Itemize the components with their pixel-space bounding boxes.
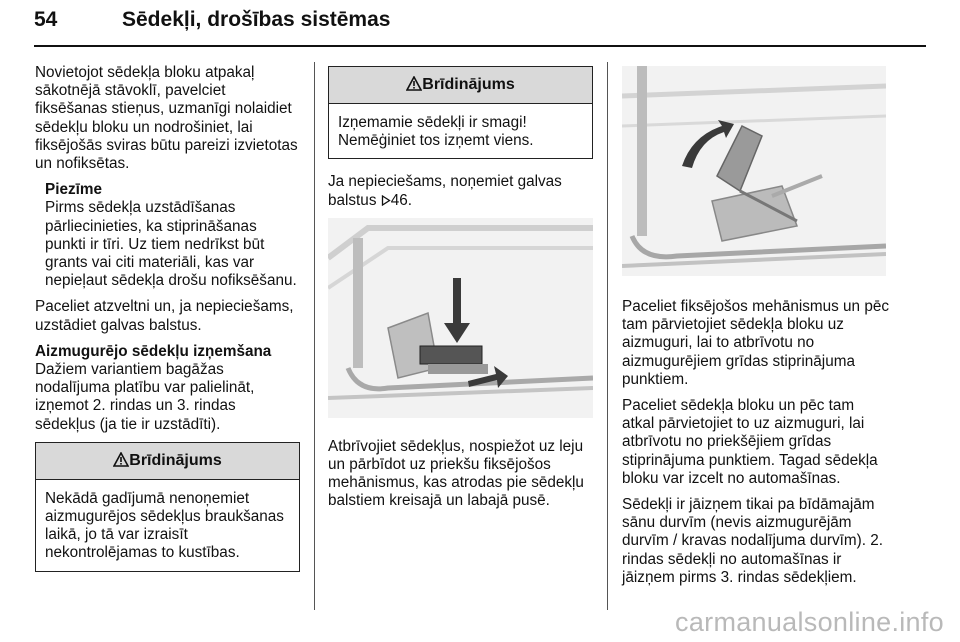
- warning-triangle-icon: [113, 452, 129, 467]
- figure-caption: Atbrīvojiet sēdekļus, nospiežot uz leju un pārbīdot uz priekšu fiksējošos mehānismus, kas atrodas pie sēdekļu balstiem kreisajā un labajā pusē.: [328, 437, 584, 510]
- warning-box: [35, 442, 300, 572]
- page-header: [34, 6, 926, 50]
- column-2: [328, 64, 593, 519]
- note-text: Pirms sēdekļa uzstādīšanas pārliecinieties, ka stiprināšanas punkti ir tīri. Uz tiem nedrīkst būt grants vai citi materiāli, kas var nepieļaut sēdekļa drošu nofiksēšanu.: [45, 199, 297, 290]
- warning-text: Izņemamie sēdekļi ir smagi! Nemēģiniet tos izņemt viens.: [338, 114, 534, 150]
- note-title: Piezīme: [45, 181, 102, 199]
- paragraph: Paceliet fiksējošos mehānismus un pēc tam pārvietojiet sēdekļa bloku uz aizmuguri, lai to atbrīvotu no aizmugurējiem grīdas stiprinājuma punktiem.: [622, 298, 889, 388]
- page-number: 54: [34, 8, 58, 31]
- section-heading: Aizmugurējo sēdekļu izņemšana: [35, 342, 272, 360]
- column-divider: [607, 62, 608, 610]
- warning-triangle-icon: [406, 76, 422, 91]
- warning-header: [329, 67, 592, 104]
- paragraph: Novietojot sēdekļa bloku atpakaļ sākotnējā stāvoklī, pavelciet fiksēšanas stieņus, uzmanīgi nolaidiet sēdekļu bloku un nodrošiniet, lai fiksējošās sviras būtu pareizi izvietotas un nofiksētas.: [35, 64, 298, 173]
- paragraph: [328, 173, 593, 209]
- warning-header: [36, 443, 299, 480]
- paragraph: Paceliet atzveltni un, ja nepieciešams, uzstādiet galvas balstus.: [35, 298, 294, 334]
- paragraph: Paceliet sēdekļa bloku un pēc tam atkal pārvietojiet to uz aizmuguri, lai atbrīvotu no priekšējiem grīdas stiprinājuma punktiem. Tagad sēdekļa bloku var izcelt no automašīnas.: [622, 397, 878, 487]
- page-title: Sēdekļi, drošības sistēmas: [122, 8, 391, 31]
- note: [45, 181, 300, 290]
- warning-title: Brīdinājums: [422, 76, 515, 93]
- paragraph: Sēdekļi ir jāizņem tikai pa bīdāmajām sānu durvīm (nevis aizmugurējām durvīm / kravas nodalījuma durvīm). 2. rindas sēdekļi no automašīnas ir jāizņem pirms 3. rindas sēdekļiem.: [622, 496, 883, 586]
- header-rule: [34, 45, 926, 47]
- figure-seat-lift: [622, 66, 886, 276]
- column-1: [35, 64, 300, 572]
- column-divider: [314, 62, 315, 610]
- paragraph-text: Ja nepieciešams, noņemiet galvas balstus: [328, 173, 562, 209]
- page-reference: 46.: [390, 191, 412, 209]
- warning-title: Brīdinājums: [129, 451, 222, 469]
- figure-seat-release: [328, 218, 593, 418]
- column-3: [622, 64, 890, 595]
- warning-text: Nekādā gadījumā nenoņemiet aizmugurējos sēdekļus braukšanas laikā, jo tā var izraisīt nekontrolējamas to kustības.: [45, 489, 284, 562]
- page-reference-arrow-icon: [381, 195, 391, 206]
- paragraph: Dažiem variantiem bagāžas nodalījuma platību var palielināt, izņemot 2. rindas un 3. rindas sēdekļus (ja tie ir uzstādīti).: [35, 361, 255, 433]
- warning-box: [328, 66, 593, 159]
- watermark: carmanualsonline.info: [675, 607, 944, 637]
